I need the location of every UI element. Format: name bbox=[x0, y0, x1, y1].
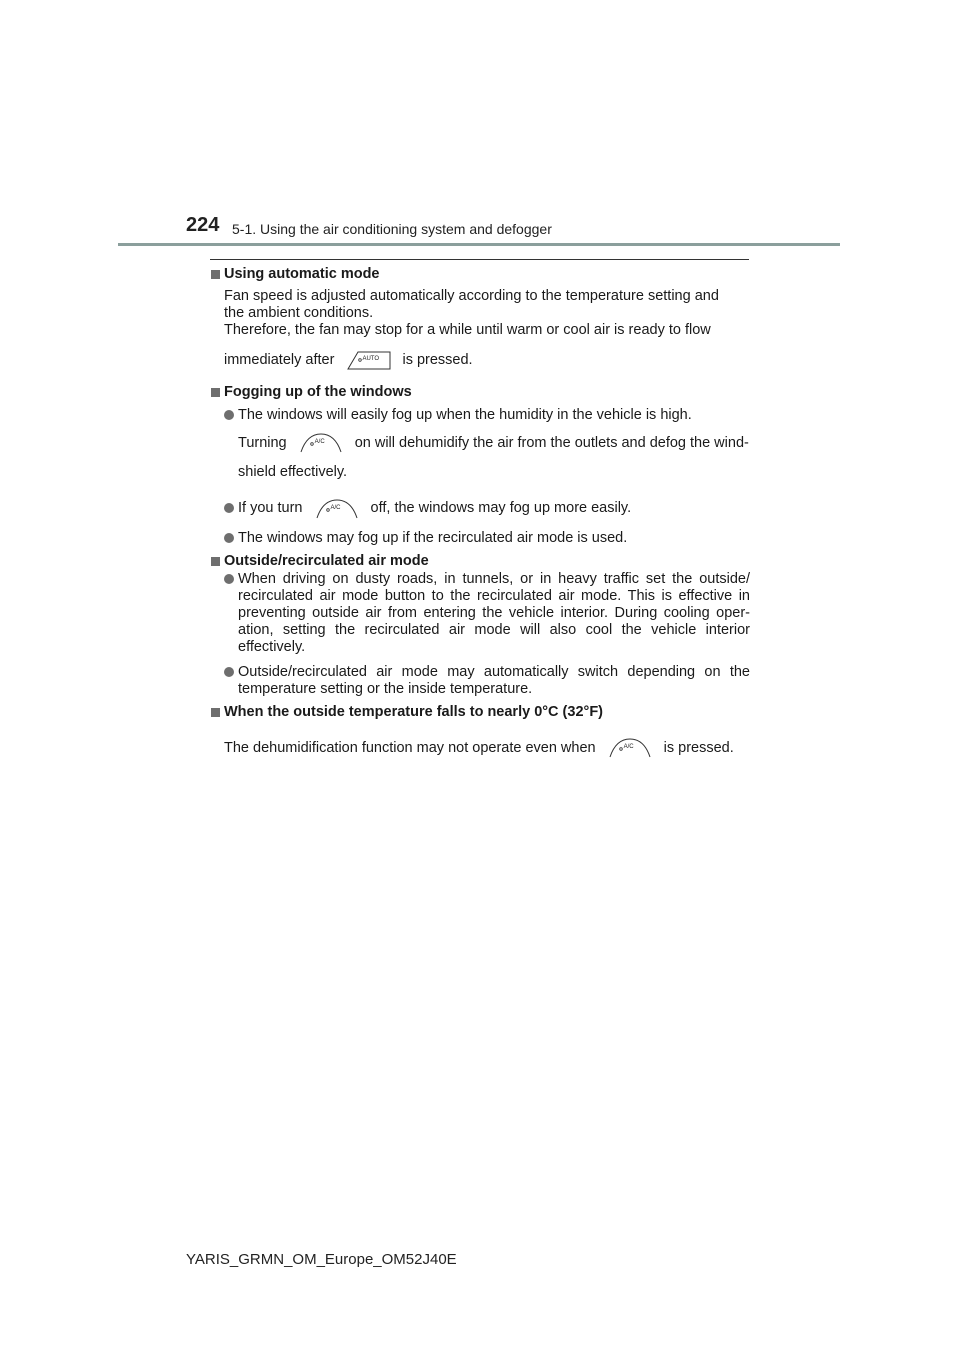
heading-text: When the outside temperature falls to nearly 0°C (32°F) bbox=[224, 703, 604, 720]
ac-button-icon bbox=[313, 498, 361, 520]
round-bullet-icon bbox=[224, 503, 234, 513]
list-item bbox=[210, 530, 750, 547]
ac-button-icon bbox=[297, 432, 345, 454]
icon-label: A/C bbox=[330, 504, 341, 511]
round-bullet-icon bbox=[224, 574, 234, 584]
footer-doc-id: YARIS_GRMN_OM_Europe_OM52J40E bbox=[186, 1251, 457, 1268]
text-after: is pressed. bbox=[663, 739, 734, 756]
content-body bbox=[210, 266, 750, 759]
icon-line-auto bbox=[210, 349, 750, 371]
paragraph-line: Therefore, the fan may stop for a while until warm or cool air is ready to flow bbox=[224, 322, 711, 338]
bullet-text: The windows may fog up if the recirculated air mode is used. bbox=[238, 529, 628, 546]
list-item bbox=[210, 664, 750, 698]
icon-line-ac bbox=[238, 432, 750, 454]
heading-text: Fogging up of the windows bbox=[224, 384, 412, 401]
bullet-text: Outside/recirculated air mode may automatically switch depending on the temperature setting or the inside temperature. bbox=[238, 663, 750, 697]
paragraph-line: Fan speed is adjusted automatically according to the temperature setting and bbox=[224, 288, 719, 304]
heading-text: Outside/recirculated air mode bbox=[224, 552, 429, 569]
square-bullet-icon bbox=[211, 708, 220, 717]
icon-line-ac bbox=[210, 737, 750, 759]
round-bullet-icon bbox=[224, 533, 234, 543]
icon-label: AUTO bbox=[362, 356, 379, 363]
section-rule bbox=[210, 259, 749, 260]
section-header-title: 5-1. Using the air conditioning system and defogger bbox=[232, 221, 552, 237]
round-bullet-icon bbox=[224, 410, 234, 420]
header-rule bbox=[118, 243, 840, 246]
heading-outside-temperature bbox=[210, 704, 750, 721]
text-after: off, the windows may fog up more easily. bbox=[370, 500, 632, 517]
paragraph-line: the ambient conditions. bbox=[224, 305, 374, 321]
heading-text: Using automatic mode bbox=[224, 266, 380, 282]
list-item bbox=[210, 407, 750, 481]
list-item bbox=[210, 571, 750, 656]
round-bullet-icon bbox=[224, 667, 234, 677]
list-item bbox=[210, 497, 750, 519]
text-before: immediately after bbox=[224, 352, 335, 368]
ac-button-icon bbox=[606, 737, 654, 759]
icon-label: A/C bbox=[623, 743, 634, 750]
text-after: is pressed. bbox=[402, 352, 473, 368]
page-number: 224 bbox=[186, 214, 220, 236]
heading-automatic-mode bbox=[210, 266, 750, 283]
auto-button-icon bbox=[344, 349, 392, 371]
square-bullet-icon bbox=[211, 557, 220, 566]
square-bullet-icon bbox=[211, 270, 220, 279]
text-before: Turning bbox=[238, 435, 287, 452]
text-after: on will dehumidify the air from the outlets and defog the wind- bbox=[354, 435, 749, 452]
heading-fogging bbox=[210, 384, 750, 401]
heading-outside-recirculated bbox=[210, 553, 750, 570]
text-before: The dehumidification function may not operate even when bbox=[224, 739, 596, 756]
icon-label: A/C bbox=[314, 439, 325, 446]
bullet-text: The windows will easily fog up when the humidity in the vehicle is high. bbox=[238, 407, 692, 424]
bullet-text: When driving on dusty roads, in tunnels, or in heavy traffic set the outside/ recirculated air mode button to the recirculated air mode. This is effective in preventing outside air from entering the vehicle interior. During cooling oper-ation, setting the recirculated air mode will also cool the vehicle interior effectively. bbox=[238, 570, 750, 655]
square-bullet-icon bbox=[211, 388, 220, 397]
text-before: If you turn bbox=[238, 500, 303, 517]
bullet-text: shield effectively. bbox=[238, 464, 348, 481]
